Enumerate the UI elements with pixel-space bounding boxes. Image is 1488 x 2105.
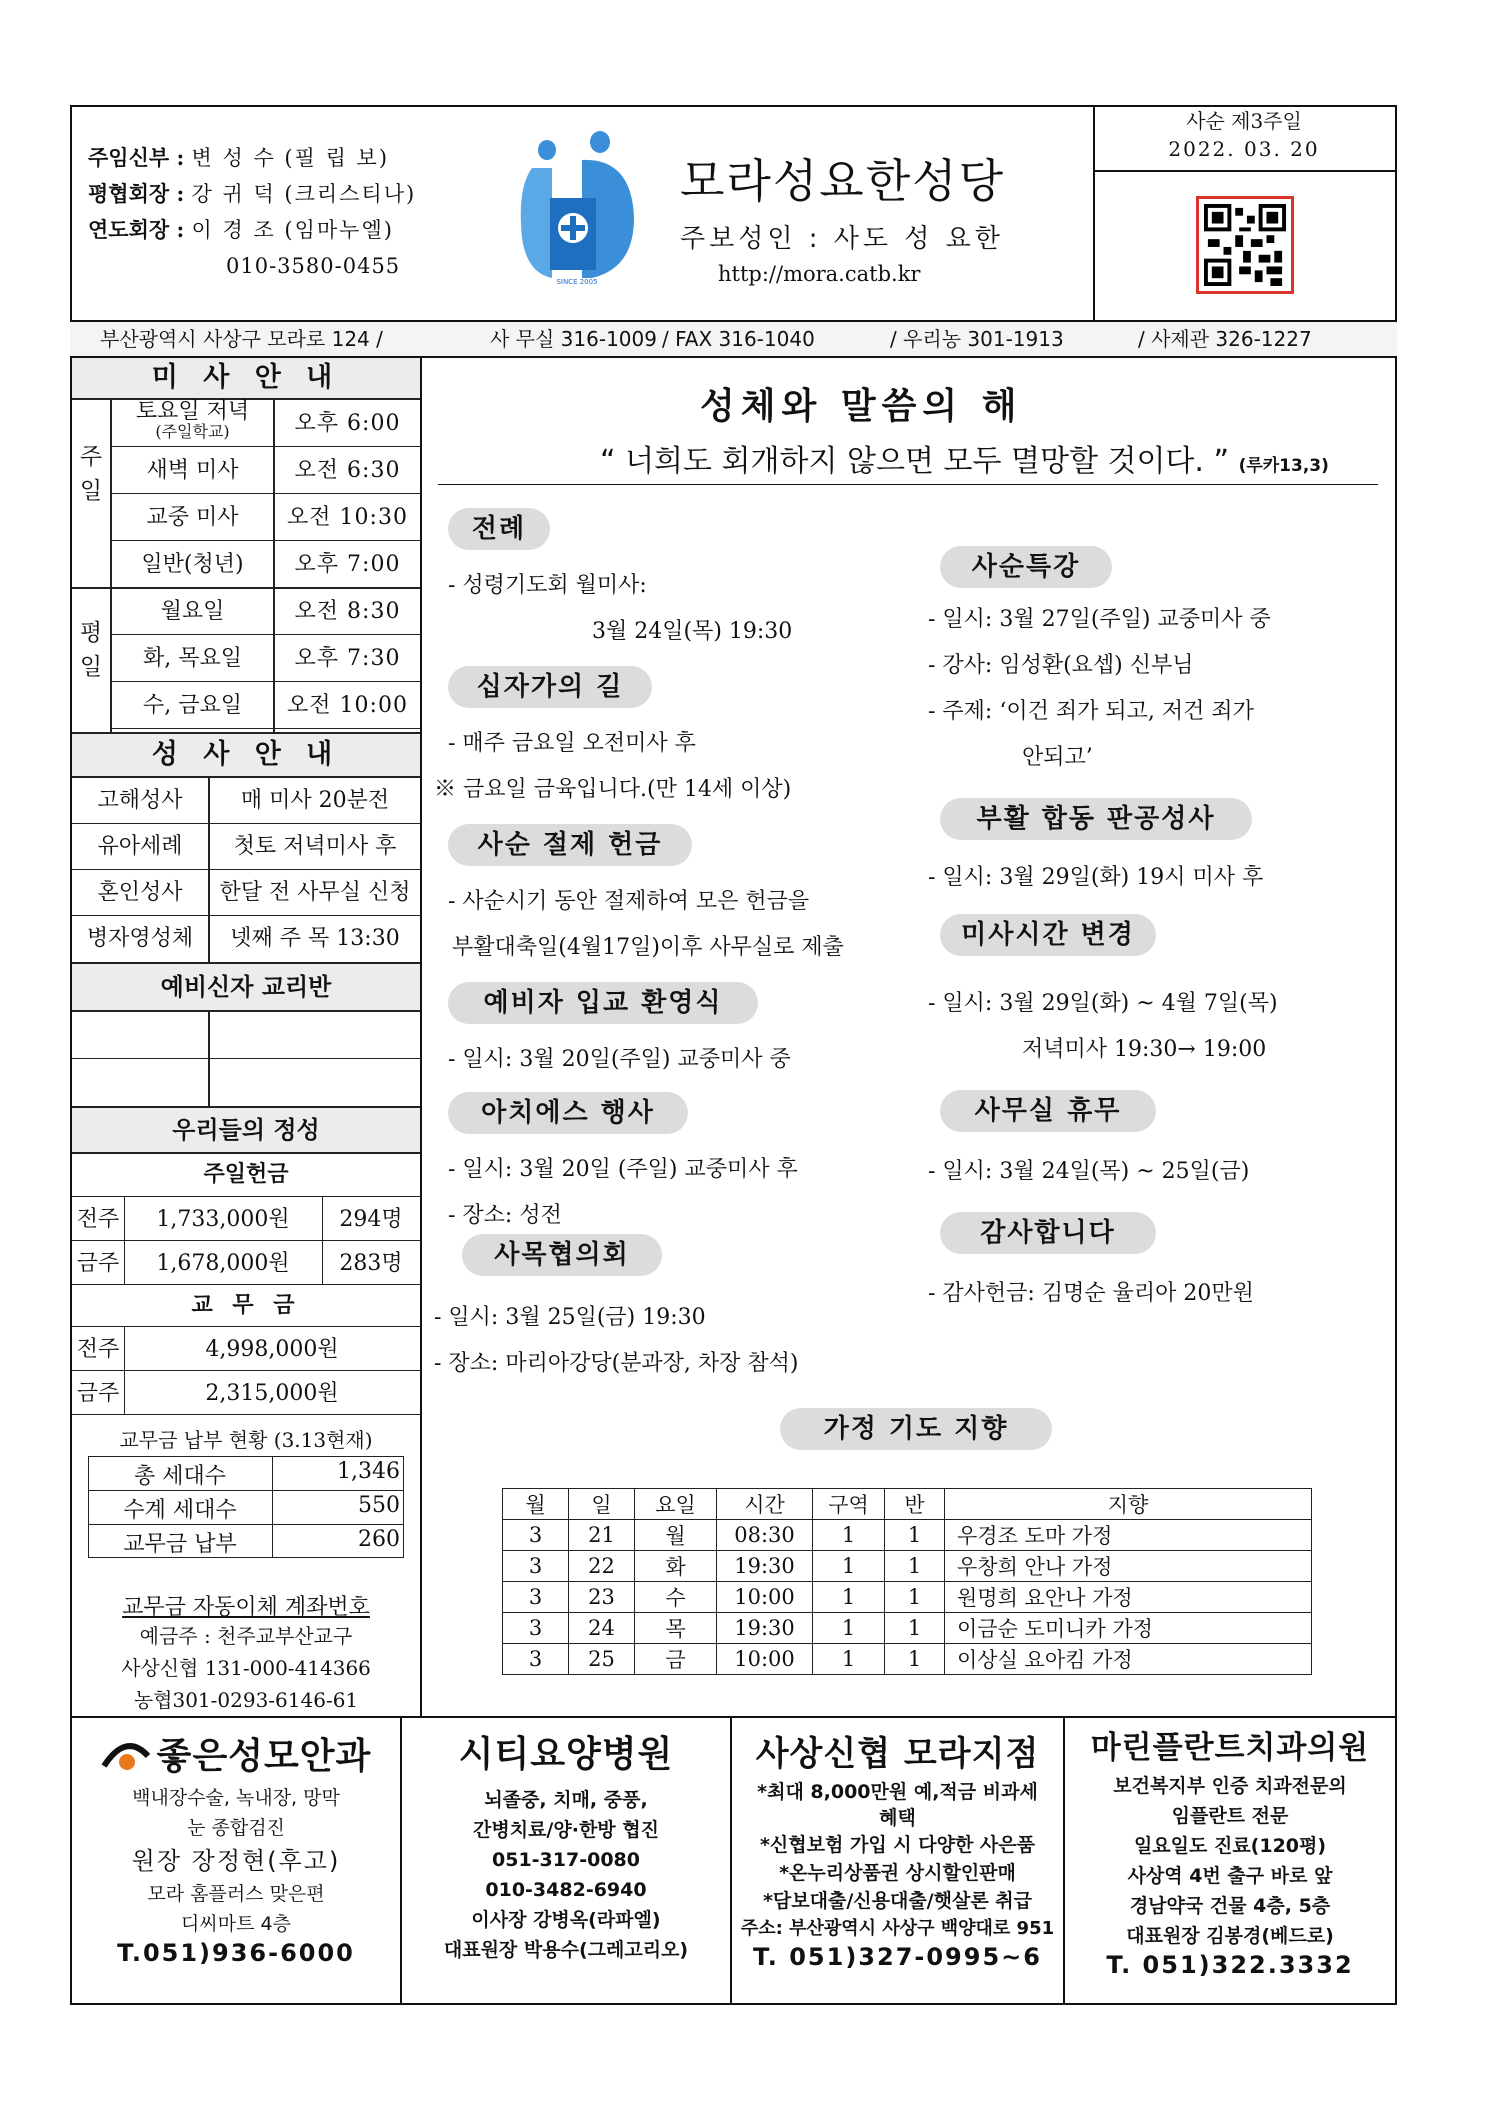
cross-line-2: ※ 금요일 금육입니다.(만 14세 이상) [434,777,792,802]
prayer-cell: 22 [569,1551,635,1582]
section-welcome-ceremony: 예비자 입교 환영식 [448,982,758,1024]
fax-number: / FAX 316-1040 [662,327,815,351]
address-text: 부산광역시 사상구 모라로 124 / [100,327,383,351]
lent-offering-line-2: 부활대축일(4월17일)이후 사무실로 제출 [452,935,844,960]
prayer-cell: 이상실 요아킴 가정 [945,1644,1312,1675]
prayer-cell: 1 [813,1551,885,1582]
liturgical-week: 사순 제3주일 [1186,109,1302,133]
eye-clinic-line-4: 모라 홈플러스 맞은편 [147,1883,325,1905]
date-box [1093,107,1395,163]
mass-row-time: 오전 8:30 [294,599,401,624]
diocese-dues-title: 교 무 금 [191,1293,301,1318]
prayer-cell: 1 [813,1582,885,1613]
thanks-line-1: - 감사헌금: 김명순 율리아 20만원 [928,1281,1254,1306]
status-baptized-value: 550 [358,1493,400,1518]
liturgy-line-2: 3월 24일(목) 19:30 [592,619,793,644]
bulletin-date: 2022. 03. 20 [1168,137,1320,161]
dental-phone: T. 051)322.3332 [1106,1951,1354,1979]
church-logo [512,128,642,288]
hospital-phone-2: 010-3482-6940 [485,1879,647,1901]
church-name: 모라성요한성당 [680,154,1006,208]
penance-line-1: - 일시: 3월 29일(화) 19시 미사 후 [928,865,1264,890]
dues-this-label: 금주 [76,1381,120,1406]
credit-line-1: *최대 8,000만원 예,적금 비과세 [757,1781,1038,1803]
welcome-line-1: - 일시: 3월 20일(주일) 교중미사 중 [448,1047,791,1072]
sacrament-value: 매 미사 20분전 [240,788,390,813]
mass-row-name: 교중 미사 [146,505,239,530]
ad-dental-clinic [1065,1718,1395,2003]
prayer-cell: 1 [813,1613,885,1644]
mass-row-name: 토요일 저녁 (주일학교) [112,400,273,447]
sacrament-name: 고해성사 [97,788,183,813]
eye-clinic-director: 원장 장정현(후고) [131,1847,341,1875]
section-pastoral-council: 사목협의회 [462,1234,662,1276]
sunday-label: 주일 [79,444,103,504]
section-liturgy: 전례 [448,508,550,550]
hospital-name: 시티요양병원 [458,1734,674,1775]
mass-row-time: 오전 10:30 [287,505,408,530]
section-lent-offering: 사순 절제 헌금 [448,824,692,866]
mass-change-line-1: - 일시: 3월 29일(화) ~ 4월 7일(목) [928,991,1278,1016]
weekday-label: 평일 [79,620,103,680]
credit-line-4: *온누리상품권 상시할인판매 [779,1862,1016,1884]
status-total-value: 1,346 [337,1459,400,1484]
ad-eye-clinic [72,1718,400,2003]
credit-union-name: 사상신협 모라지점 [755,1734,1040,1774]
eye-clinic-line-1: 백내장수술, 녹내장, 망막 [132,1787,340,1809]
sacrament-value: 넷째 주 목 13:30 [230,926,400,951]
account-number-2: 농협301-0293-6146-61 [133,1688,359,1712]
prayer-cell: 원명희 요안나 가정 [945,1582,1312,1613]
mass-row-name: 수, 금요일 [143,693,242,718]
hospital-chairman: 이사장 강병옥(라파엘) [471,1909,661,1931]
dues-status-title: 교무금 납부 현황 (3.13현재) [119,1428,373,1452]
family-prayer-table [502,1488,1312,1675]
sacrament-name: 유아세례 [97,834,183,859]
credit-address: 주소: 부산광역시 사상구 백양대로 951 [740,1918,1055,1939]
prayer-cell: 이금순 도미니카 가정 [945,1613,1312,1644]
mass-row-time: 오후 6:00 [294,411,401,436]
council-line-2: - 장소: 마리아강당(분과장, 차장 참석) [434,1351,799,1376]
ad-care-hospital [402,1718,730,2003]
eye-clinic-name: 좋은성모안과 [156,1736,372,1777]
table-row [503,1644,1312,1675]
prayer-cell: 25 [569,1644,635,1675]
prayer-cell: 08:30 [717,1520,813,1551]
prev-week-count: 294명 [339,1207,403,1232]
dental-line-1: 보건복지부 인증 치과전문의 [1113,1775,1347,1797]
mass-row-name: 새벽 미사 [146,458,239,483]
farm-phone: / 우리농 301-1913 [890,327,1064,351]
prayer-cell: 3 [503,1520,569,1551]
lecture-line-4: 안되고’ [1022,745,1093,770]
mass-title: 미 사 안 내 [72,358,420,398]
prayer-cell: 3 [503,1644,569,1675]
prayer-cell: 1 [813,1644,885,1675]
qr-code-icon [1204,204,1286,286]
prayer-cell: 우경조 도마 가정 [945,1520,1312,1551]
dental-name: 마린플란트치과의원 [1090,1730,1370,1766]
table-row [503,1582,1312,1613]
prayer-cell: 1 [885,1520,945,1551]
prayer-cell: 10:00 [717,1644,813,1675]
status-baptized-label: 수계 세대수 [123,1498,237,1523]
prev-week-label: 전주 [76,1207,120,1232]
hospital-phone-1: 051-317-0080 [492,1849,640,1871]
lent-offering-line-1: - 사순시기 동안 절제하여 모은 헌금을 [448,889,810,914]
table-row [503,1613,1312,1644]
dental-line-3: 일요일도 진료(120평) [1133,1835,1327,1857]
rectory-phone: / 사제관 326-1227 [1138,327,1312,351]
eye-clinic-line-5: 디씨마트 4층 [181,1913,291,1935]
staff-pastor: 주임신부 : 변 성 수 (필 립 보) [88,145,390,170]
status-total-label: 총 세대수 [133,1464,226,1489]
office-phone: 사 무실 316-1009 [490,327,657,351]
dues-prev-label: 전주 [76,1337,120,1362]
gospel-quote: “ 너희도 회개하지 않으면 모두 멸망할 것이다. ” (루카13,3) [600,444,1329,479]
prayer-header-cell: 반 [885,1489,945,1520]
website-link[interactable]: http://mora.catb.kr [718,262,921,286]
prayer-table-header [503,1489,1312,1520]
hospital-line-1: 뇌졸중, 치매, 중풍, [484,1789,648,1811]
dues-this-amount: 2,315,000원 [205,1381,339,1406]
prayer-header-cell: 요일 [635,1489,717,1520]
eye-clinic-phone: T.051)936-6000 [117,1939,355,1967]
prayer-cell: 우창희 안나 가정 [945,1551,1312,1582]
logo-since-text: SINCE 2005 [556,278,598,286]
this-week-count: 283명 [339,1251,403,1276]
eye-logo-icon [101,1736,151,1772]
prayer-header-cell: 지향 [945,1489,1312,1520]
office-closed-line-1: - 일시: 3월 24일(목) ~ 25일(금) [928,1159,1250,1184]
prayer-cell: 1 [885,1582,945,1613]
left-column-divider [420,356,422,1718]
mass-row-time: 오후 7:00 [294,552,401,577]
section-thanks: 감사합니다 [940,1212,1156,1254]
dental-director: 대표원장 김봉경(베드로) [1126,1925,1334,1947]
this-week-label: 금주 [76,1251,120,1276]
sacrament-value: 첫토 저녁미사 후 [233,834,397,859]
prayer-header-cell: 시간 [717,1489,813,1520]
dental-line-4: 사상역 4번 출구 바로 앞 [1127,1865,1333,1887]
lecture-line-1: - 일시: 3월 27일(주일) 교중미사 중 [928,607,1271,632]
section-acies: 아치에스 행사 [448,1092,688,1134]
ad-credit-union [732,1718,1063,2003]
acies-line-2: - 장소: 성전 [448,1203,562,1228]
prayer-cell: 19:30 [717,1613,813,1644]
year-title: 성체와 말씀의 해 [700,386,1023,427]
prayer-cell: 19:30 [717,1551,813,1582]
status-paid-value: 260 [358,1527,400,1552]
sunday-offering-title: 주일헌금 [203,1162,289,1187]
quote-reference: (루카13,3) [1238,456,1329,476]
sacrament-name: 혼인성사 [97,880,183,905]
dental-line-2: 임플란트 전문 [1171,1805,1289,1827]
sacrament-name: 병자영성체 [86,926,194,951]
mass-row-name: 화, 목요일 [143,646,242,671]
credit-line-3: *신협보험 가입 시 다양한 사은품 [760,1834,1035,1856]
family-prayer-title: 가정 기도 지향 [780,1408,1052,1450]
prayer-cell: 목 [635,1613,717,1644]
hospital-line-2: 간병치료/양·한방 협진 [473,1819,659,1841]
hospital-director: 대표원장 박용수(그레고리오) [443,1939,689,1961]
mass-row-time: 오전 10:00 [287,693,408,718]
prev-week-amount: 1,733,000원 [156,1207,290,1232]
staff-memorial: 연도회장 : 이 경 조 (임마누엘) [88,217,394,242]
prayer-header-cell: 일 [569,1489,635,1520]
account-number-1: 사상신협 131-000-414366 [121,1656,371,1680]
section-mass-change: 미사시간 변경 [940,914,1156,956]
mass-change-line-2: 저녁미사 19:30→ 19:00 [1022,1037,1267,1062]
sacraments-title: 성 사 안 내 [72,734,420,776]
prayer-table-body [503,1520,1312,1675]
lecture-line-2: - 강사: 임성환(요셉) 신부님 [928,653,1194,678]
credit-line-2: 혜택 [879,1807,916,1829]
staff-council: 평협회장 : 강 귀 덕 (크리스티나) [88,181,417,206]
mass-row-name: 월요일 [160,599,225,624]
prayer-cell: 수 [635,1582,717,1613]
date-divider [1093,170,1397,172]
eye-clinic-line-2: 눈 종합검진 [187,1817,285,1839]
account-holder: 예금주 : 천주교부산교구 [139,1624,353,1648]
title-underline [438,484,1378,485]
staff-list [88,140,416,284]
dental-line-5: 경남약국 건물 4층, 5층 [1129,1895,1331,1917]
prayer-cell: 1 [813,1520,885,1551]
prayer-cell: 화 [635,1551,717,1582]
prayer-cell: 3 [503,1613,569,1644]
qr-code[interactable] [1196,196,1294,294]
status-paid-label: 교무금 납부 [123,1532,237,1557]
credit-line-5: *담보대출/신용대출/햇살론 취급 [762,1890,1033,1912]
section-lent-lecture: 사순특강 [940,546,1112,588]
mass-row-time: 오후 7:30 [294,646,401,671]
patron-saint: 주보성인 : 사도 성 요한 [680,224,1004,254]
credit-phone: T. 051)327-0995~6 [753,1943,1042,1971]
table-row [503,1520,1312,1551]
prayer-cell: 3 [503,1582,569,1613]
council-line-1: - 일시: 3월 25일(금) 19:30 [434,1305,706,1330]
cross-line-1: - 매주 금요일 오전미사 후 [448,731,696,756]
prayer-header-cell: 구역 [813,1489,885,1520]
lecture-line-3: - 주제: ‘이건 죄가 되고, 저건 죄가 [928,699,1254,724]
prayer-cell: 23 [569,1582,635,1613]
prayer-cell: 3 [503,1551,569,1582]
staff-phone: 010-3580-0455 [226,254,401,278]
prayer-cell: 1 [885,1644,945,1675]
acies-line-1: - 일시: 3월 20일 (주일) 교중미사 후 [448,1157,798,1182]
address-bar [70,322,1397,356]
section-way-of-cross: 십자가의 길 [448,666,652,708]
prayer-cell: 금 [635,1644,717,1675]
prayer-cell: 월 [635,1520,717,1551]
table-row [503,1551,1312,1582]
section-penance: 부활 합동 판공성사 [940,798,1252,840]
mass-row-subtitle: (주일학교) [155,422,230,441]
prayer-cell: 24 [569,1613,635,1644]
section-office-closed: 사무실 휴무 [940,1090,1156,1132]
this-week-amount: 1,678,000원 [156,1251,290,1276]
prayer-cell: 1 [885,1613,945,1644]
catechumen-title: 예비신자 교리반 [72,964,420,1010]
auto-transfer-title: 교무금 자동이체 계좌번호 [122,1595,370,1620]
mass-row-time: 오전 6:30 [294,458,401,483]
dues-prev-amount: 4,998,000원 [205,1337,339,1362]
prayer-cell: 21 [569,1520,635,1551]
prayer-cell: 1 [885,1551,945,1582]
sacrament-value: 한달 전 사무실 신청 [219,880,411,905]
mass-row-name: 일반(청년) [141,552,244,577]
prayer-header-cell: 월 [503,1489,569,1520]
offerings-title: 우리들의 정성 [72,1108,420,1152]
liturgy-line-1: - 성령기도회 월미사: [448,573,647,598]
prayer-cell: 10:00 [717,1582,813,1613]
